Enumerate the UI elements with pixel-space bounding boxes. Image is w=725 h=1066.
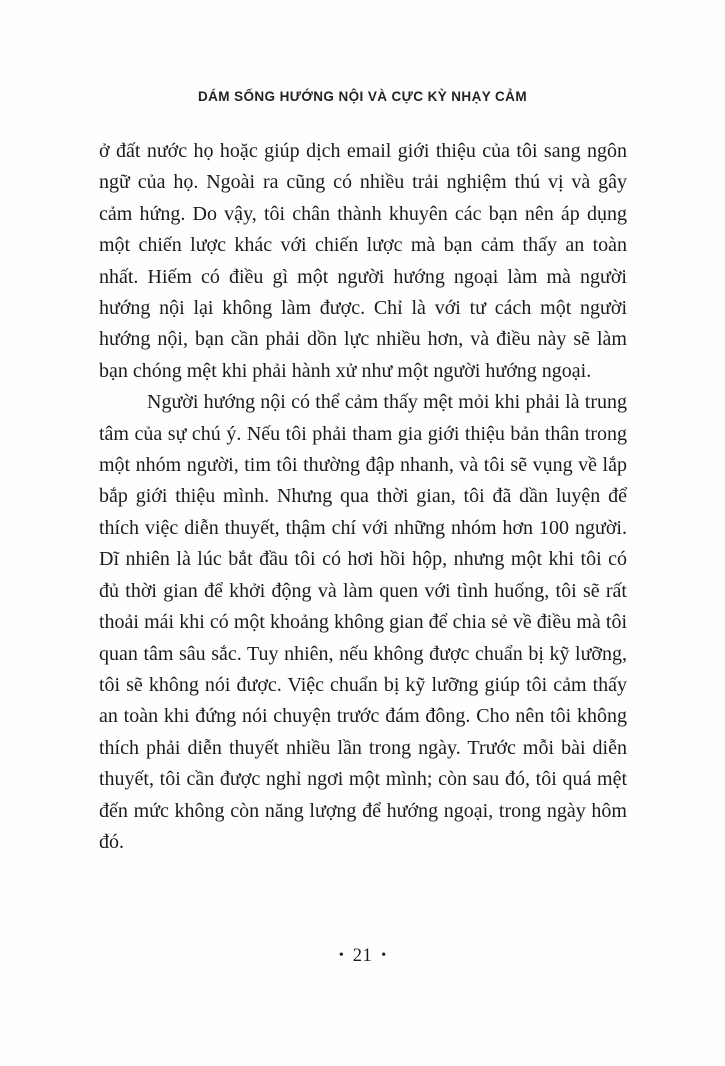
running-header: DÁM SỐNG HƯỚNG NỘI VÀ CỰC KỲ NHẠY CẢM (198, 89, 527, 104)
paragraph: Người hướng nội có thể cảm thấy mệt mỏi khi phải là trung tâm của sự chú ý. Nếu tôi phải tham gia giới thiệu bản thân trong một nhóm người, tim tôi thường đập nhanh, và tôi sẽ vụng về lắp bắp giới thiệu mình. Nhưng qua thời gian, tôi đã dần luyện để thích việc diễn thuyết, thậm chí với những nhóm hơn 100 người. Dĩ nhiên là lúc bắt đầu tôi có hơi hồi hộp, nhưng một khi tôi có đủ thời gian để khởi động và làm quen với tình huống, tôi sẽ rất thoải mái khi có một khoảng không gian để chia sẻ về điều mà tôi quan tâm sâu sắc. Tuy nhiên, nếu không được chuẩn bị kỹ lưỡng, tôi sẽ không nói được. Việc chuẩn bị kỹ lưỡng giúp tôi cảm thấy an toàn khi đứng nói chuyện trước đám đông. Cho nên tôi không thích phải diễn thuyết nhiều lần trong ngày. Trước mỗi bài diễn thuyết, tôi cần được nghỉ ngơi một mình; còn sau đó, tôi quá mệt đến mức không còn năng lượng để hướng ngoại, trong ngày hôm đó. (99, 391, 627, 853)
paragraph: ở đất nước họ hoặc giúp dịch email giới thiệu của tôi sang ngôn ngữ của họ. Ngoài ra cũng có nhiều trải nghiệm thú vị và gây cảm hứng. Do vậy, tôi chân thành khuyên các bạn nên áp dụng một chiến lược khác với chiến lược mà bạn cảm thấy an toàn nhất. Hiếm có điều gì một người hướng ngoại làm mà người hướng nội lại không làm được. Chỉ là với tư cách một người hướng nội, bạn cần phải dồn lực nhiều hơn, và điều này sẽ làm bạn chóng mệt khi phải hành xử như một người hướng ngoại. (99, 140, 627, 382)
page-number-bullet-left: • (338, 948, 344, 963)
page-number-value: 21 (352, 946, 373, 966)
page-number (0, 946, 725, 967)
page-body (99, 136, 627, 858)
page-number-bullet-right: • (381, 948, 387, 963)
